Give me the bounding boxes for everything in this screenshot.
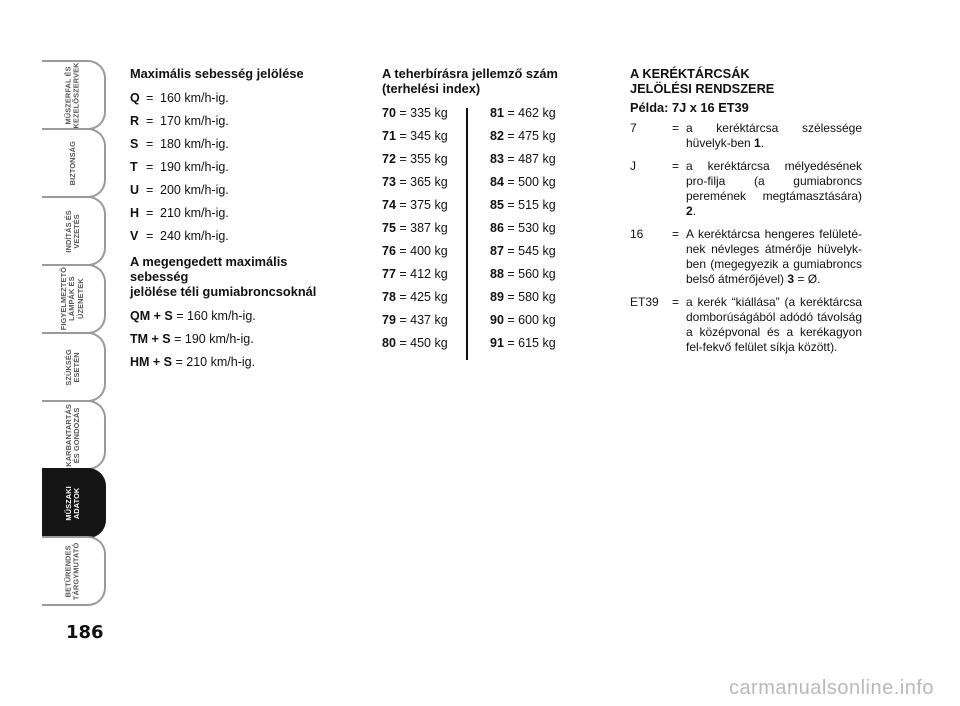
section-tab-label: BIZTONSÁG — [67, 140, 77, 186]
watermark: carmanualsonline.info — [728, 677, 934, 699]
load-index-value: = 400 kg — [395, 244, 448, 258]
load-index-code: 79 — [382, 313, 396, 327]
section-tab — [42, 468, 106, 538]
load-index-code: 85 — [490, 198, 504, 212]
load-index-code: 80 — [382, 336, 396, 350]
load-index-value: = 375 kg — [395, 198, 448, 212]
rim-description-tail: . — [692, 204, 697, 218]
section-tab-label: MŰSZERFAL ÉS KEZELŐSZERVEK — [63, 61, 81, 129]
rim-description — [686, 295, 862, 355]
load-index-title: A teherbírásra jellemző szám (terhelési index) — [382, 66, 558, 96]
load-index-code: 88 — [490, 267, 504, 281]
speed-title: Maximális sebesség jelölése — [130, 66, 304, 81]
rim-description — [686, 159, 862, 219]
winter-speed-row — [130, 305, 360, 328]
load-index-code: 90 — [490, 313, 504, 327]
load-index-table — [382, 102, 592, 355]
speed-value: 210 km/h-ig. — [160, 206, 229, 220]
winter-speed-code: HM + S — [130, 355, 173, 369]
load-index-code: 70 — [382, 106, 396, 120]
speed-code: U — [130, 183, 140, 197]
load-index-row — [382, 309, 472, 332]
rim-code: 7 — [630, 121, 637, 135]
load-index-code: 81 — [490, 106, 504, 120]
rim-description-text: a kerék “kiállása” (a keréktárcsa domborúságából adódó távolság a középvonal és a kerékagyon fel-fekvő felület síkja között). — [686, 295, 862, 354]
rim-description-text: a keréktárcsa szélessége hüvelyk-ben — [686, 121, 862, 150]
winter-speed-value: = 160 km/h-ig. — [172, 309, 256, 323]
speed-value: 190 km/h-ig. — [160, 160, 229, 174]
rim-description-tail: . — [760, 136, 765, 150]
winter-speed-code: TM + S — [130, 332, 171, 346]
load-index-value: = 560 kg — [503, 267, 556, 281]
load-index-row — [490, 125, 580, 148]
rim-description — [686, 121, 862, 151]
load-index-code: 77 — [382, 267, 396, 281]
column-divider — [466, 108, 468, 360]
rim-definition — [630, 295, 862, 355]
speed-row — [130, 87, 360, 110]
speed-equals: = — [146, 114, 154, 128]
load-index-value: = 355 kg — [395, 152, 448, 166]
rim-definition — [630, 227, 862, 287]
load-index-value: = 530 kg — [503, 221, 556, 235]
speed-value: 200 km/h-ig. — [160, 183, 229, 197]
rim-description — [686, 227, 862, 287]
load-index-value: = 450 kg — [395, 336, 448, 350]
page-number: 186 — [66, 622, 104, 643]
load-index-value: = 475 kg — [503, 129, 556, 143]
load-index-value: = 545 kg — [503, 244, 556, 258]
load-index-code: 86 — [490, 221, 504, 235]
load-index-row — [490, 148, 580, 171]
load-index-value: = 615 kg — [503, 336, 556, 350]
section-tab — [42, 60, 106, 130]
load-index-value: = 387 kg — [395, 221, 448, 235]
speed-code: H — [130, 206, 140, 220]
speed-equals: = — [146, 229, 154, 243]
rim-marking-section — [630, 66, 862, 363]
section-tab — [42, 332, 106, 402]
load-index-row — [490, 240, 580, 263]
load-index-value: = 335 kg — [395, 106, 448, 120]
load-index-value: = 365 kg — [395, 175, 448, 189]
rim-definition — [630, 121, 862, 151]
section-tab-label: INDÍTÁS ÉS VEZETÉS — [63, 209, 81, 253]
load-index-code: 83 — [490, 152, 504, 166]
rim-code: ET39 — [630, 295, 659, 309]
load-index-value: = 412 kg — [395, 267, 448, 281]
winter-speed-value: = 210 km/h-ig. — [172, 355, 256, 369]
load-index-code: 89 — [490, 290, 504, 304]
winter-speed-row — [130, 328, 360, 351]
load-index-value: = 345 kg — [395, 129, 448, 143]
load-index-row — [382, 171, 472, 194]
rim-code: J — [630, 159, 636, 173]
speed-equals: = — [146, 91, 154, 105]
rim-example: Példa: 7J x 16 ET39 — [630, 100, 749, 115]
load-index-row — [490, 102, 580, 125]
load-index-right-column — [472, 102, 580, 355]
speed-code: V — [130, 229, 139, 243]
load-index-row — [382, 286, 472, 309]
load-index-row — [490, 171, 580, 194]
load-index-row — [490, 286, 580, 309]
rim-figure-ref: 3 — [787, 272, 795, 286]
load-index-value: = 500 kg — [503, 175, 556, 189]
speed-value: 240 km/h-ig. — [160, 229, 229, 243]
load-index-row — [490, 263, 580, 286]
section-tab-label: BETŰRENDES TÁRGYMUTATÓ — [63, 542, 81, 600]
rim-definitions — [630, 121, 862, 355]
load-index-code: 75 — [382, 221, 396, 235]
load-index-code: 87 — [490, 244, 504, 258]
speed-equals: = — [146, 183, 154, 197]
speed-row — [130, 156, 360, 179]
speed-equals: = — [146, 137, 154, 151]
load-index-row — [490, 217, 580, 240]
speed-equals: = — [146, 206, 154, 220]
section-tab — [42, 196, 106, 266]
rim-description-tail: = Ø. — [794, 272, 821, 286]
section-tab-label: KARBANTARTÁS ÉS GONDOZÁS — [63, 403, 81, 467]
load-index-value: = 600 kg — [503, 313, 556, 327]
winter-speed-title: A megengedett maximális sebesség jelölése téli gumiabroncsoknál — [130, 254, 317, 299]
speed-row — [130, 110, 360, 133]
rim-description-text: A keréktárcsa hengeres felületé-nek névleges átmérője hüvelyk-ben (megegyezik a gumiabroncs belső átmérőjével) — [686, 227, 862, 286]
load-index-value: = 580 kg — [503, 290, 556, 304]
rim-equals: = — [672, 227, 680, 241]
speed-row — [130, 225, 360, 248]
load-index-row — [490, 332, 580, 355]
load-index-value: = 425 kg — [395, 290, 448, 304]
load-index-row — [382, 263, 472, 286]
load-index-code: 73 — [382, 175, 396, 189]
load-index-value: = 462 kg — [503, 106, 556, 120]
speed-code: R — [130, 114, 140, 128]
section-tab — [42, 400, 106, 470]
load-index-section — [382, 66, 592, 355]
load-index-row — [382, 102, 472, 125]
speed-list — [130, 87, 360, 248]
load-index-code: 91 — [490, 336, 504, 350]
load-index-value: = 437 kg — [395, 313, 448, 327]
load-index-value: = 487 kg — [503, 152, 556, 166]
load-index-row — [382, 217, 472, 240]
speed-value: 180 km/h-ig. — [160, 137, 229, 151]
section-tab — [42, 128, 106, 198]
load-index-row — [490, 194, 580, 217]
rim-figure-ref: 2 — [686, 204, 693, 218]
winter-speed-value: = 190 km/h-ig. — [170, 332, 254, 346]
winter-speed-list — [130, 305, 360, 374]
load-index-row — [382, 240, 472, 263]
speed-code: Q — [130, 91, 140, 105]
rim-equals: = — [672, 159, 680, 173]
rim-title: A KERÉKTÁRCSÁK JELÖLÉSI RENDSZERE — [630, 66, 775, 96]
rim-description-text: a keréktárcsa mélyedésének pro-filja (a gumiabroncs peremének megtámasztására) — [686, 159, 862, 203]
load-index-row — [490, 309, 580, 332]
section-tab-label: FIGYELMEZTETŐ LÁMPÁK ÉS ÜZENETEK — [59, 267, 86, 331]
load-index-row — [382, 332, 472, 355]
load-index-left-column — [382, 102, 472, 355]
rim-equals: = — [672, 295, 680, 309]
load-index-code: 74 — [382, 198, 396, 212]
rim-equals: = — [672, 121, 680, 135]
load-index-code: 72 — [382, 152, 396, 166]
load-index-code: 84 — [490, 175, 504, 189]
speed-value: 160 km/h-ig. — [160, 91, 229, 105]
rim-definition — [630, 159, 862, 219]
load-index-row — [382, 194, 472, 217]
section-tab-label: SZÜKSÉG ESETÉN — [63, 348, 81, 386]
speed-equals: = — [146, 160, 154, 174]
speed-code: T — [130, 160, 138, 174]
load-index-code: 82 — [490, 129, 504, 143]
speed-section — [130, 66, 360, 374]
speed-row — [130, 133, 360, 156]
load-index-row — [382, 148, 472, 171]
load-index-code: 71 — [382, 129, 396, 143]
speed-value: 170 km/h-ig. — [160, 114, 229, 128]
section-tab — [42, 536, 106, 606]
speed-row — [130, 202, 360, 225]
load-index-row — [382, 125, 472, 148]
section-tab-label: MŰSZAKI ADATOK — [63, 485, 81, 521]
load-index-value: = 515 kg — [503, 198, 556, 212]
section-tab — [42, 264, 106, 334]
winter-speed-code: QM + S — [130, 309, 173, 323]
load-index-code: 78 — [382, 290, 396, 304]
winter-speed-row — [130, 351, 360, 374]
rim-code: 16 — [630, 227, 644, 241]
rim-figure-ref: 1 — [754, 136, 761, 150]
speed-row — [130, 179, 360, 202]
load-index-code: 76 — [382, 244, 396, 258]
speed-code: S — [130, 137, 139, 151]
